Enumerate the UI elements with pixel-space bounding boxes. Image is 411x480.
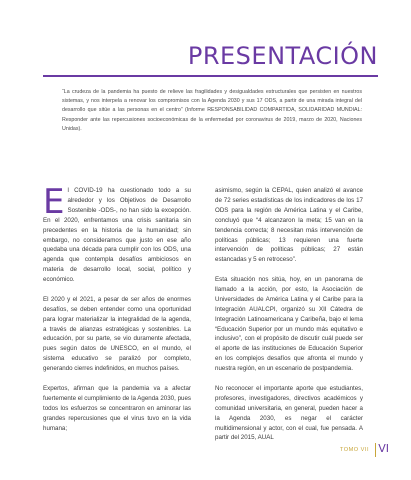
- paragraph-text: l COVID-19 ha cuestionado todo a su alrededor y los Objetivos de Desarrollo Sostenible -ODS-, no han sido la excepción. En el 2020, enfrentamos una crisis sanitaria sin precedentes en la historia de la humanidad; sin embargo, no consideramos que justo en ese año quedaba una década para cumplir con los ODS, una agenda que contempla desafíos ambiciosos en materia de desarrollo local, social, político y económico.: [43, 187, 191, 284]
- left-column: [43, 182, 191, 443]
- page-title: PRESENTACIÓN: [187, 42, 378, 70]
- footer-divider: [375, 443, 376, 457]
- epigraph-quote: “La crudeza de la pandemia ha puesto de relieve las fragilidades y desigualdades estructurales que persisten en nuestros sistemas, y nos interpela a renovar los compromisos con la Agenda 2030 y sus 17 ODS, a partir de una mirada integral del desarrollo que sitúe a las personas en el centro” (Informe RESPONSABILIDAD COMPARTIDA, SOLIDARIDAD MUNDIAL: Responder ante las repercusiones socioeconómicas de la enfermedad por coronavirus de 2019, marzo de 2020, Naciones Unidas).: [62, 89, 362, 132]
- paragraph: Esta situación nos sitúa, hoy, en un panorama de llamado a la acción, por esto, la Asociación de Universidades de América Latina y el Caribe para la Integración AUALCPI, organizó su XII Cátedra de Integración Latinoamericana y Caribeña, bajo el lema “Educación Superior por un mundo más equitativo e inclusivo”, con el propósito de discutir cuál puede ser el aporte de las instituciones de Educación Superior en los complejos desafíos que afronta el mundo y nuestra región, en un escenario de postpandemia.: [215, 276, 363, 373]
- title-divider: [43, 75, 378, 77]
- paragraph: Expertos, afirman que la pandemia va a afectar fuertemente el cumplimiento de la Agenda 2030, pues todos los esfuerzos se concentraron en aminorar las grandes repercusiones que el virus tuvo en la vida humana;: [43, 384, 191, 432]
- drop-cap: E: [43, 182, 65, 222]
- footer-volume-label: TOMO VII: [339, 447, 369, 453]
- paragraph: asimismo, según la CEPAL, quien analizó el avance de 72 series estadísticas de los indicadores de los 17 ODS para la región de América Latina y el Caribe, concluyó que “4 alcanzaron la meta; 15 van en la tendencia correcta; 8 necesitan más intervención de políticas públicas; 13 requieren una fuerte intervención de políticas públicas; 27 están estancadas y 5 en retroceso”.: [215, 187, 363, 264]
- paragraph: No reconocer el importante aporte que estudiantes, profesores, investigadores, directivos académicos y comunidad universitaria, en general, pueden hacer a la Agenda 2030, es negar el carácter multidimensional y actor, con el cual, fue pensada. A partir del 2015, AUAL: [215, 384, 363, 442]
- right-column: [215, 186, 363, 453]
- paragraph: [43, 182, 191, 285]
- page-number: VI: [378, 442, 389, 455]
- paragraph: El 2020 y el 2021, a pesar de ser años de enormes desafíos, se deben entender como una oportunidad para lograr materializar la integralidad de la agenda, a través de alianzas estratégicas y sostenibles. La educación, por su parte, se vio duramente afectada, pues según datos de UNESCO, en el mundo, el sistema educativo se paralizó por completo, generando cierres indefinidos, en muchos países.: [43, 295, 191, 373]
